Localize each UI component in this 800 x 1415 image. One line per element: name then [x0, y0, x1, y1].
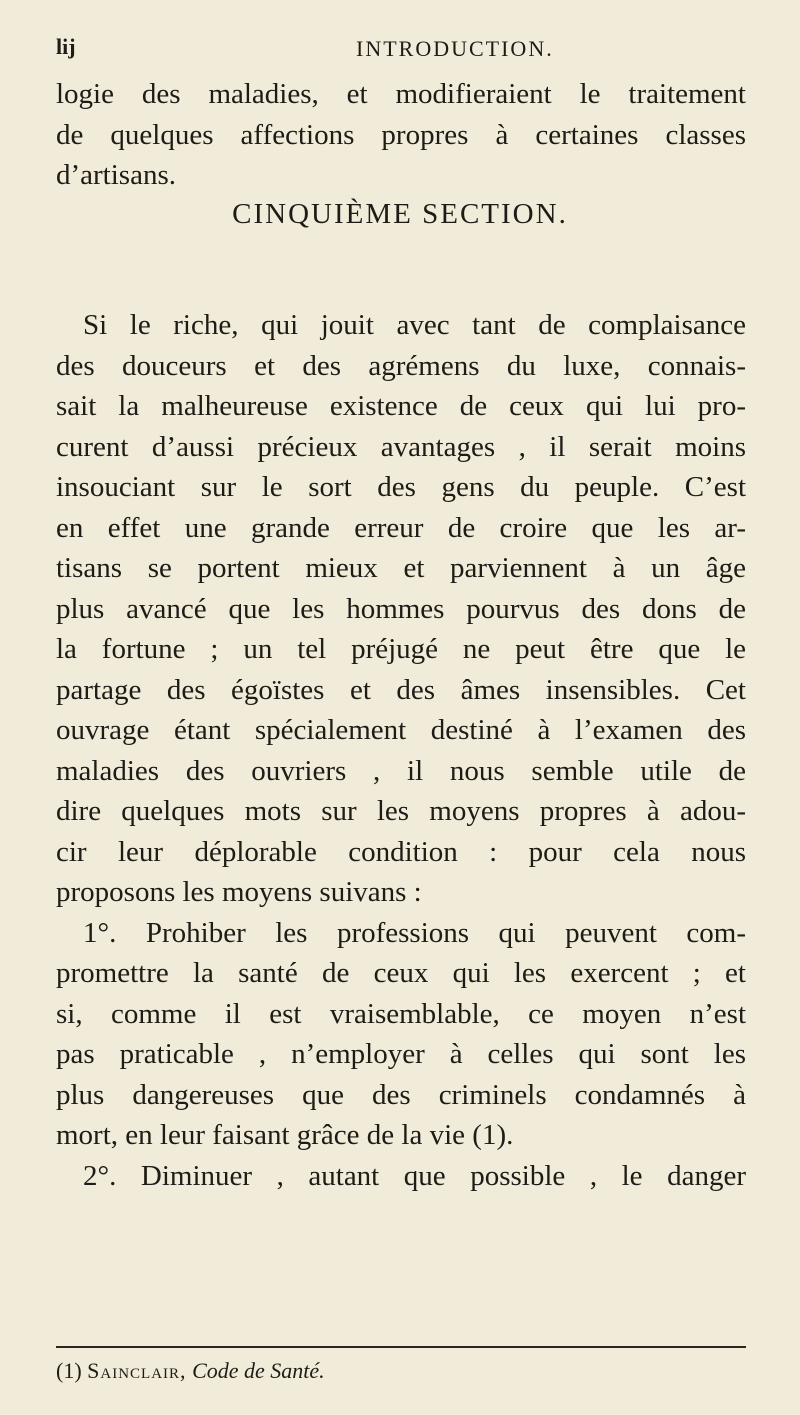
footnote-author: Sainclair, [87, 1358, 187, 1383]
text-line: insouciant sur le sort des gens du peuple. C’est [56, 471, 746, 503]
page-header [56, 30, 696, 70]
running-title: INTRODUCTION. [356, 36, 554, 61]
page-number: lij [56, 34, 76, 59]
text-line: pas praticable , n’employer à celles qui sont les [56, 1038, 746, 1070]
text-line: la fortune ; un tel préjugé ne peut être que le [56, 633, 746, 665]
text-line: proposons les moyens suivans : [56, 876, 422, 908]
text-line: tisans se portent mieux et parviennent à un âge [56, 552, 746, 584]
text-line: de quelques affections propres à certaines classes [56, 118, 746, 151]
list-item-2-line: 2°. Diminuer , autant que possible , le danger [83, 1159, 746, 1192]
text-line: si, comme il est vraisemblable, ce moyen n’est [56, 997, 746, 1030]
text-line: curent d’aussi précieux avantages , il serait moins [56, 430, 746, 463]
text-line: sait la malheureuse existence de ceux qui lui pro- [56, 390, 746, 422]
footnote-marker: (1) [56, 1358, 82, 1383]
text-line: des douceurs et des agrémens du luxe, connais- [56, 349, 746, 382]
text-line: ouvrage étant spécialement destiné à l’examen des [56, 714, 746, 746]
text-line: cir leur déplorable condition : pour cela nous [56, 835, 746, 868]
text-line: d’artisans. [56, 159, 176, 191]
footnote [56, 1358, 746, 1384]
text-line: Si le riche, qui jouit avec tant de complaisance [83, 309, 746, 341]
footnote-divider [56, 1346, 746, 1348]
text-line: promettre la santé de ceux qui les exercent ; et [56, 957, 746, 989]
text-line: partage des égoïstes et des âmes insensibles. Cet [56, 673, 746, 706]
text-line: mort, en leur faisant grâce de la vie (1). [56, 1119, 514, 1151]
text-line: logie des maladies, et modifieraient le traitement [56, 78, 746, 110]
body-text [56, 305, 746, 1196]
text-line: plus avancé que les hommes pourvus des dons de [56, 592, 746, 625]
text-line: dire quelques mots sur les moyens propres à adou- [56, 795, 746, 827]
text-line: maladies des ouvriers , il nous semble utile de [56, 754, 746, 787]
intro-paragraph [56, 74, 746, 196]
text-line: en effet une grande erreur de croire que les ar- [56, 511, 746, 544]
list-item-1-line: 1°. Prohiber les professions qui peuvent com- [83, 916, 746, 949]
section-heading: CINQUIÈME SECTION. [232, 198, 568, 230]
text-line: plus dangereuses que des criminels condamnés à [56, 1078, 746, 1111]
footnote-title: Code de Santé. [192, 1358, 325, 1383]
